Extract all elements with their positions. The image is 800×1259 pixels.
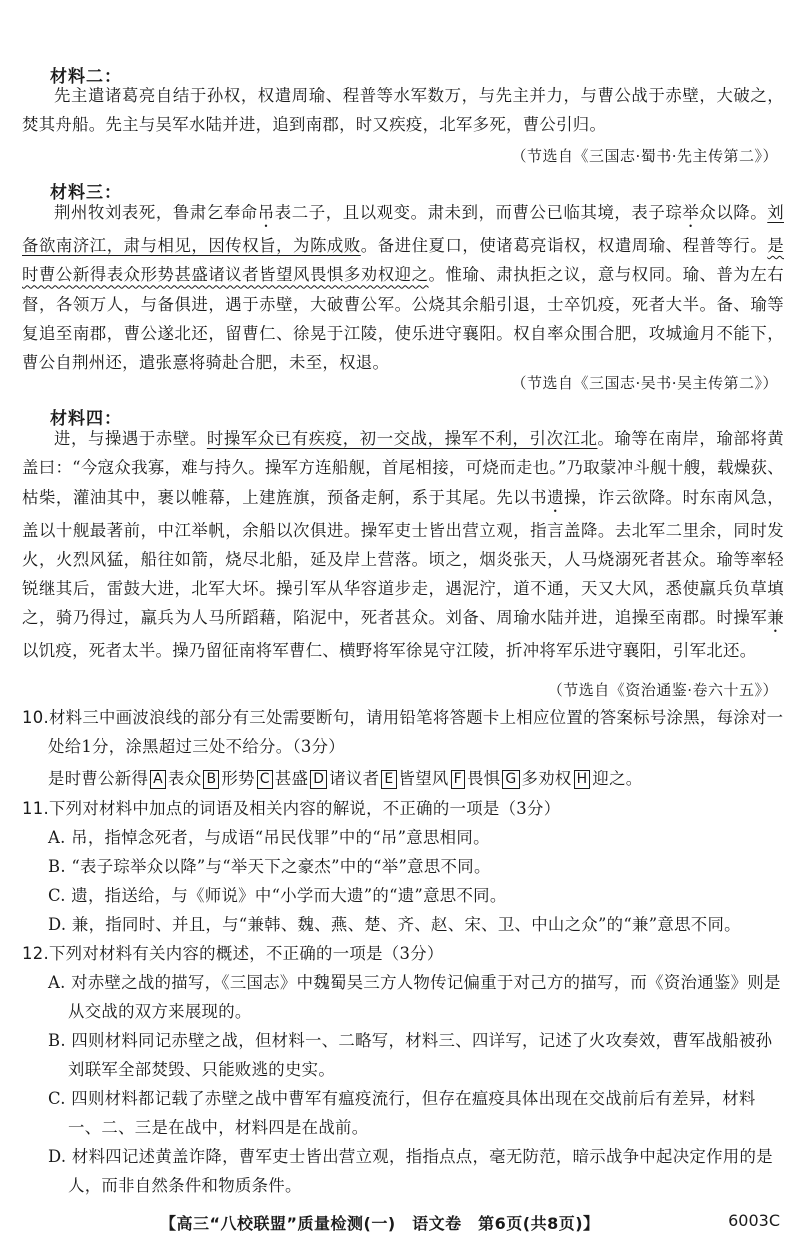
question-12-options [48, 968, 784, 1200]
question-11: 11.下列对材料中加点的词语及相关内容的解说，不正确的一项是（3分） [22, 799, 561, 818]
question-10-text: 材料三中画波浪线的部分有三处需要断句，请用铅笔将答题卡上相应位置的答案标号涂黑，每涂对一处给1分，涂黑超过三处不给分。（3分） [48, 708, 784, 756]
break-option-a: A [150, 770, 166, 789]
material-3-source: （节选自《三国志·吴书·吴主传第二》） [511, 374, 778, 392]
dotted-char-diao: 吊 [257, 203, 275, 222]
material-4-source: （节选自《资治通鉴·卷六十五》） [547, 681, 778, 699]
question-12-option-d: D. 材料四记述黄盖诈降，曹军吏士皆出营立观，指指点点，毫无防范，暗示战争中起决定作用的是人，而非自然条件和物质条件。 [48, 1147, 773, 1195]
question-11-option-d: D. 兼，指同时、并且，与“兼韩、魏、燕、楚、齐、赵、宋、卫、中山之众”的“兼”意思不同。 [48, 915, 741, 934]
break-option-f: F [451, 770, 465, 789]
question-12-text: 下列对材料有关内容的概述，不正确的一项是（3分） [48, 944, 444, 963]
straight-underline-m4: 时操军众已有疾疫，初一交战，操军不利，引次江北 [206, 429, 598, 448]
break-option-c: C [257, 770, 273, 789]
wavy-underline-m3: 是时曹公新得表众形势甚盛诸议者皆望风畏惧多劝权迎之 [22, 236, 785, 285]
question-12-option-b: B. 四则材料同记赤壁之战，但材料一、二略写，材料三、四详写，记述了火攻奏效，曹军战船被孙刘联军全部焚毁、只能败逃的史实。 [48, 1031, 773, 1079]
material-4-text: 进，与操遇于赤壁。时操军众已有疾疫，初一交战，操军不利，引次江北。瑜等在南岸，瑜部将黄盖曰：“今寇众我寡，难与持久。操军方连船舰，首尾相接，可烧而走也。”乃取蒙冲斗舰十艘，载燥荻、枯柴，灌油其中，裹以帷幕，上建旌旗，预备走舸，系于其尾。先以书遗操，诈云欲降。时东南风急，盖以十舰最著前，中江举帆，余船以次俱进。操军吏士皆出营立观，指言盖降。去北军二里余，同时发火，火烈风猛，船往如箭，烧尽北船，延及岸上营落。顷之，烟炎张天，人马烧溺死者甚众。瑜等率轻锐继其后，雷鼓大进，北军大坏。操引军从华容道步走，遇泥泞，道不通，天又大风，悉使羸兵负草填之，骑乃得过，羸兵为人马所蹈藉，陷泥中，死者甚众。刘备、周瑜水陆并进，追操至南郡。时操军兼以饥疫，死者太半。操乃留征南将军曹仁、横野将军徐晃守江陵，折冲将军乐进守襄阳，引军北还。 [22, 429, 784, 661]
break-option-e: E [381, 770, 396, 789]
footer-code: 6003C [728, 1211, 780, 1230]
break-option-g: G [502, 770, 519, 789]
material-2-heading: 材料二： [50, 67, 122, 87]
question-12-option-a: A. 对赤壁之战的描写，《三国志》中魏蜀吴三方人物传记偏重于对己方的描写，而《资治通鉴》则是从交战的双方来展现的。 [48, 973, 781, 1021]
question-11-text: 下列对材料中加点的词语及相关内容的解说，不正确的一项是（3分） [48, 799, 561, 818]
material-4-heading: 材料四： [50, 409, 122, 429]
dotted-char-jian: 兼 [767, 608, 784, 628]
question-12: 12.下列对材料有关内容的概述，不正确的一项是（3分） [22, 944, 444, 963]
straight-underline-m3: 刘备欲南济江，肃与相见，因传权旨，为陈成败 [22, 203, 784, 255]
question-11-options [48, 823, 784, 939]
material-3-heading: 材料三： [50, 183, 122, 203]
break-option-h: H [574, 770, 591, 789]
question-10-sentence: 是时曹公新得 A 表众 B 形势 C 甚盛 D 诸议者 E 皆望风 F 畏惧 G 多劝权 H 迎之。 [48, 769, 643, 788]
footer-title: 【高三“八校联盟”质量检测(一) 语文卷 第6页(共8页)】 [160, 1214, 600, 1233]
dotted-char-wei: 遗 [547, 487, 565, 507]
material-2-text: 先主遣诸葛亮自结于孙权，权遣周瑜、程普等水军数万，与先主并力，与曹公战于赤壁，大破之，焚其舟船。先主与吴军水陆并进，追到南郡，时又疾疫，北军多死，曹公引归。 [22, 86, 784, 135]
material-2-source: （节选自《三国志·蜀书·先主传第二》） [511, 147, 778, 165]
question-12-option-c: C. 四则材料都记载了赤壁之战中曹军有瘟疫流行，但存在瘟疫具体出现在交战前后有差异，材料一、二、三是在战中，材料四是在战前。 [48, 1089, 756, 1137]
question-11-option-b: B. “表子琮举众以降”与“举天下之豪杰”中的“举”意思不同。 [48, 857, 491, 876]
dotted-char-ju: 举 [682, 203, 700, 222]
material-3-text: 荆州牧刘表死，鲁肃乞奉命吊表二子，且以观变。肃未到，而曹公已临其境，表子琮举众以降。刘备欲南济江，肃与相见，因传权旨，为陈成败。备进住夏口，使诸葛亮诣权，权遣周瑜、程普等行。是时曹公新得表众形势甚盛诸议者皆望风畏惧多劝权迎之。惟瑜、肃执拒之议，意与权同。瑜、普为左右督，各领万人，与备俱进，遇于赤壁，大破曹公军。公烧其余船引退，士卒饥疫，死者大半。备、瑜等复追至南郡，曹公遂北还，留曹仁、徐晃于江陵，使乐进守襄阳。权自率众围合肥，攻城逾月不能下，曹公自荆州还，遣张憙将骑赴合肥，未至，权退。 [22, 203, 785, 373]
question-11-option-c: C. 遗，指送给，与《师说》中“小学而大遗”的“遗”意思不同。 [48, 886, 507, 905]
question-10: 10.材料三中画波浪线的部分有三处需要断句，请用铅笔将答题卡上相应位置的答案标号涂黑，每涂对一处给1分，涂黑超过三处不给分。（3分） [22, 708, 784, 756]
question-11-option-a: A. 吊，指悼念死者，与成语“吊民伐罪”中的“吊”意思相同。 [48, 828, 490, 847]
break-option-b: B [203, 770, 219, 789]
break-option-d: D [310, 770, 327, 789]
